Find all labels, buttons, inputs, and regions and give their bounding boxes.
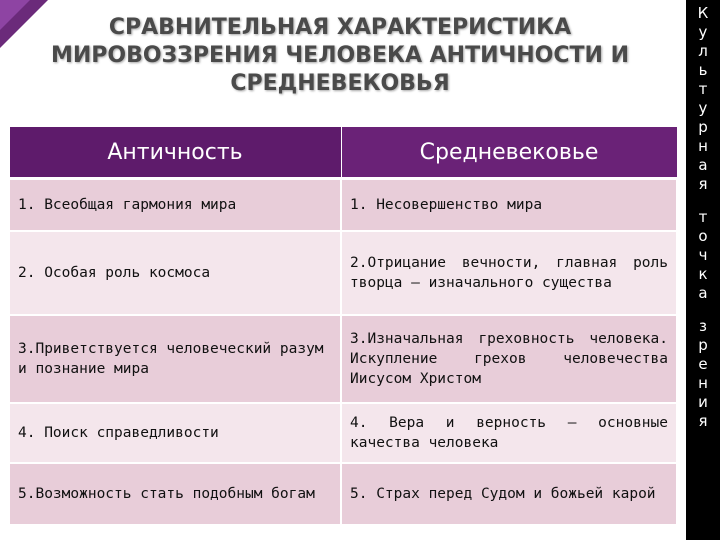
vertical-letter: т xyxy=(698,80,708,98)
vertical-letter: я xyxy=(698,175,708,193)
vertical-letter: л xyxy=(698,42,708,60)
corner-accent-inner xyxy=(0,0,30,30)
table-cell-antiquity: 4. Поиск справедливости xyxy=(9,403,341,463)
vertical-letter: е xyxy=(698,355,708,373)
header-middle-ages: Средневековье xyxy=(341,127,677,179)
table-cell-middle-ages: 1. Несовершенство мира xyxy=(341,179,677,231)
vertical-caption xyxy=(684,0,720,540)
vertical-letter: ь xyxy=(698,61,708,79)
title-line-1: СРАВНИТЕЛЬНАЯ ХАРАКТЕРИСТИКА xyxy=(108,15,572,40)
table-cell-middle-ages: 2.Отрицание вечности, главная роль творца – изначального существа xyxy=(341,231,677,315)
table-row xyxy=(9,463,677,525)
title-line-3: СРЕДНЕВЕКОВЬЯ xyxy=(230,71,450,96)
header-antiquity: Античность xyxy=(9,127,341,179)
vertical-word-1 xyxy=(686,4,720,194)
vertical-letter: н xyxy=(698,137,708,155)
vertical-letter: т xyxy=(698,208,708,226)
vertical-letter: К xyxy=(697,4,709,22)
table-cell-antiquity: 5.Возможность стать подобным богам xyxy=(9,463,341,525)
vertical-letter: о xyxy=(698,227,708,245)
vertical-letter: р xyxy=(698,336,708,354)
vertical-letter: ч xyxy=(698,246,708,264)
table-row xyxy=(9,179,677,231)
table-cell-antiquity: 2. Особая роль космоса xyxy=(9,231,341,315)
vertical-letter: к xyxy=(698,265,708,283)
vertical-letter: н xyxy=(698,374,708,392)
vertical-letter: у xyxy=(698,99,708,117)
table-header-row xyxy=(9,127,677,179)
vertical-letter: а xyxy=(698,156,708,174)
slide-title xyxy=(40,14,640,98)
vertical-word-2 xyxy=(686,208,720,303)
vertical-letter: з xyxy=(699,317,707,335)
vertical-letter: у xyxy=(698,23,708,41)
table-cell-middle-ages: 5. Страх перед Судом и божьей карой xyxy=(341,463,677,525)
table-row xyxy=(9,315,677,403)
table-cell-antiquity: 3.Приветствуется человеческий разум и познание мира xyxy=(9,315,341,403)
title-line-2: МИРОВОЗЗРЕНИЯ ЧЕЛОВЕКА АНТИЧНОСТИ И xyxy=(50,43,630,68)
comparison-table xyxy=(8,126,678,526)
table-row xyxy=(9,231,677,315)
vertical-letter: а xyxy=(698,284,708,302)
vertical-letter: р xyxy=(698,118,708,136)
table-row xyxy=(9,403,677,463)
table-cell-antiquity: 1. Всеобщая гармония мира xyxy=(9,179,341,231)
table-cell-middle-ages: 4. Вера и верность – основные качества человека xyxy=(341,403,677,463)
vertical-letter: и xyxy=(698,393,708,411)
vertical-letter: я xyxy=(698,412,708,430)
table-cell-middle-ages: 3.Изначальная греховность человека. Искупление грехов человечества Иисусом Христом xyxy=(341,315,677,403)
vertical-word-3 xyxy=(686,317,720,431)
